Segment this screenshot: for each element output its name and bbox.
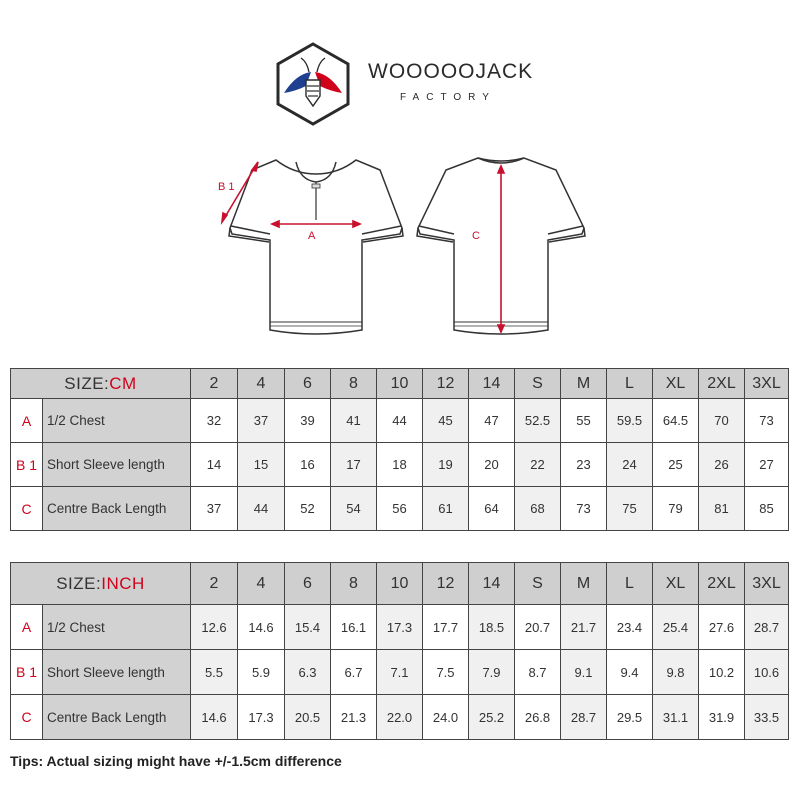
title-prefix: SIZE:	[56, 573, 102, 593]
table-title-cm	[11, 369, 191, 399]
title-prefix: SIZE:	[64, 373, 110, 393]
value-cell: 14.6	[238, 605, 285, 650]
value-cell: 27.6	[699, 605, 745, 650]
value-cell: 45	[423, 399, 469, 443]
value-cell: 28.7	[561, 695, 607, 740]
value-cell: 5.9	[238, 650, 285, 695]
value-cell: 68	[515, 487, 561, 531]
value-cell: 9.8	[653, 650, 699, 695]
value-cell: 61	[423, 487, 469, 531]
value-cell: 33.5	[745, 695, 789, 740]
brand-logo	[0, 0, 800, 140]
value-cell: 24	[607, 443, 653, 487]
value-cell: 22	[515, 443, 561, 487]
size-col: S	[515, 369, 561, 399]
value-cell: 18	[377, 443, 423, 487]
value-cell: 29.5	[607, 695, 653, 740]
value-cell: 26	[699, 443, 745, 487]
size-col: 3XL	[745, 369, 789, 399]
measure-code: B 1	[11, 443, 43, 487]
value-cell: 16.1	[331, 605, 377, 650]
value-cell: 44	[238, 487, 285, 531]
value-cell: 17	[331, 443, 377, 487]
value-cell: 20.5	[285, 695, 331, 740]
value-cell: 28.7	[745, 605, 789, 650]
value-cell: 55	[561, 399, 607, 443]
size-table-cm	[10, 368, 789, 531]
size-col: XL	[653, 563, 699, 605]
brand-subtitle: FACTORY	[400, 92, 496, 103]
value-cell: 10.2	[699, 650, 745, 695]
title-unit: CM	[109, 373, 137, 393]
size-col: 4	[238, 369, 285, 399]
value-cell: 79	[653, 487, 699, 531]
value-cell: 31.1	[653, 695, 699, 740]
size-header-row	[11, 369, 789, 399]
measure-label: 1/2 Chest	[43, 399, 191, 443]
value-cell: 20.7	[515, 605, 561, 650]
measure-label: Centre Back Length	[43, 487, 191, 531]
size-table-inch	[10, 562, 789, 740]
value-cell: 37	[191, 487, 238, 531]
value-cell: 25.4	[653, 605, 699, 650]
value-cell: 14	[191, 443, 238, 487]
table-title-inch	[11, 563, 191, 605]
brand-name: WOOOOOJACK	[368, 60, 534, 83]
value-cell: 20	[469, 443, 515, 487]
value-cell: 17.3	[377, 605, 423, 650]
value-cell: 9.1	[561, 650, 607, 695]
table-row	[11, 399, 789, 443]
value-cell: 81	[699, 487, 745, 531]
shirt-diagrams	[0, 140, 800, 355]
measure-code: C	[11, 487, 43, 531]
size-col: 8	[331, 563, 377, 605]
value-cell: 9.4	[607, 650, 653, 695]
size-col: 2XL	[699, 563, 745, 605]
table-row	[11, 443, 789, 487]
table-row	[11, 650, 789, 695]
value-cell: 7.1	[377, 650, 423, 695]
value-cell: 10.6	[745, 650, 789, 695]
size-col: L	[607, 369, 653, 399]
size-col: 14	[469, 369, 515, 399]
measure-label: Short Sleeve length	[43, 650, 191, 695]
size-col: 8	[331, 369, 377, 399]
measure-code: A	[11, 399, 43, 443]
value-cell: 12.6	[191, 605, 238, 650]
value-cell: 5.5	[191, 650, 238, 695]
value-cell: 8.7	[515, 650, 561, 695]
value-cell: 7.9	[469, 650, 515, 695]
value-cell: 22.0	[377, 695, 423, 740]
label-a: A	[308, 230, 316, 242]
value-cell: 39	[285, 399, 331, 443]
measure-label: 1/2 Chest	[43, 605, 191, 650]
value-cell: 52	[285, 487, 331, 531]
size-col: 12	[423, 369, 469, 399]
measure-code: C	[11, 695, 43, 740]
value-cell: 41	[331, 399, 377, 443]
value-cell: 70	[699, 399, 745, 443]
value-cell: 37	[238, 399, 285, 443]
value-cell: 16	[285, 443, 331, 487]
measure-code: B 1	[11, 650, 43, 695]
value-cell: 17.3	[238, 695, 285, 740]
measure-label: Short Sleeve length	[43, 443, 191, 487]
value-cell: 26.8	[515, 695, 561, 740]
value-cell: 32	[191, 399, 238, 443]
size-col: S	[515, 563, 561, 605]
size-header-row	[11, 563, 789, 605]
value-cell: 15.4	[285, 605, 331, 650]
value-cell: 23.4	[607, 605, 653, 650]
value-cell: 23	[561, 443, 607, 487]
size-col: 14	[469, 563, 515, 605]
value-cell: 75	[607, 487, 653, 531]
value-cell: 21.3	[331, 695, 377, 740]
title-unit: INCH	[101, 573, 145, 593]
size-col: 6	[285, 563, 331, 605]
value-cell: 25	[653, 443, 699, 487]
value-cell: 73	[745, 399, 789, 443]
size-col: M	[561, 369, 607, 399]
size-col: 2	[191, 369, 238, 399]
value-cell: 52.5	[515, 399, 561, 443]
value-cell: 47	[469, 399, 515, 443]
value-cell: 18.5	[469, 605, 515, 650]
measure-code: A	[11, 605, 43, 650]
value-cell: 19	[423, 443, 469, 487]
size-col: L	[607, 563, 653, 605]
size-col: 12	[423, 563, 469, 605]
value-cell: 64.5	[653, 399, 699, 443]
table-row	[11, 605, 789, 650]
value-cell: 21.7	[561, 605, 607, 650]
value-cell: 64	[469, 487, 515, 531]
value-cell: 7.5	[423, 650, 469, 695]
shirt-front-diagram	[229, 160, 403, 334]
size-col: 10	[377, 563, 423, 605]
measure-label: Centre Back Length	[43, 695, 191, 740]
value-cell: 44	[377, 399, 423, 443]
value-cell: 24.0	[423, 695, 469, 740]
value-cell: 14.6	[191, 695, 238, 740]
value-cell: 85	[745, 487, 789, 531]
size-col: 6	[285, 369, 331, 399]
value-cell: 6.3	[285, 650, 331, 695]
size-col: 10	[377, 369, 423, 399]
value-cell: 25.2	[469, 695, 515, 740]
value-cell: 15	[238, 443, 285, 487]
label-b1: B 1	[218, 181, 235, 193]
value-cell: 73	[561, 487, 607, 531]
value-cell: 31.9	[699, 695, 745, 740]
value-cell: 56	[377, 487, 423, 531]
label-c: C	[472, 230, 480, 242]
table-row	[11, 487, 789, 531]
size-col: XL	[653, 369, 699, 399]
value-cell: 6.7	[331, 650, 377, 695]
size-col: M	[561, 563, 607, 605]
value-cell: 17.7	[423, 605, 469, 650]
value-cell: 27	[745, 443, 789, 487]
table-row	[11, 695, 789, 740]
size-col: 4	[238, 563, 285, 605]
size-col: 2	[191, 563, 238, 605]
size-col: 3XL	[745, 563, 789, 605]
size-col: 2XL	[699, 369, 745, 399]
value-cell: 54	[331, 487, 377, 531]
tips-note: Tips: Actual sizing might have +/-1.5cm difference	[10, 753, 342, 769]
value-cell: 59.5	[607, 399, 653, 443]
